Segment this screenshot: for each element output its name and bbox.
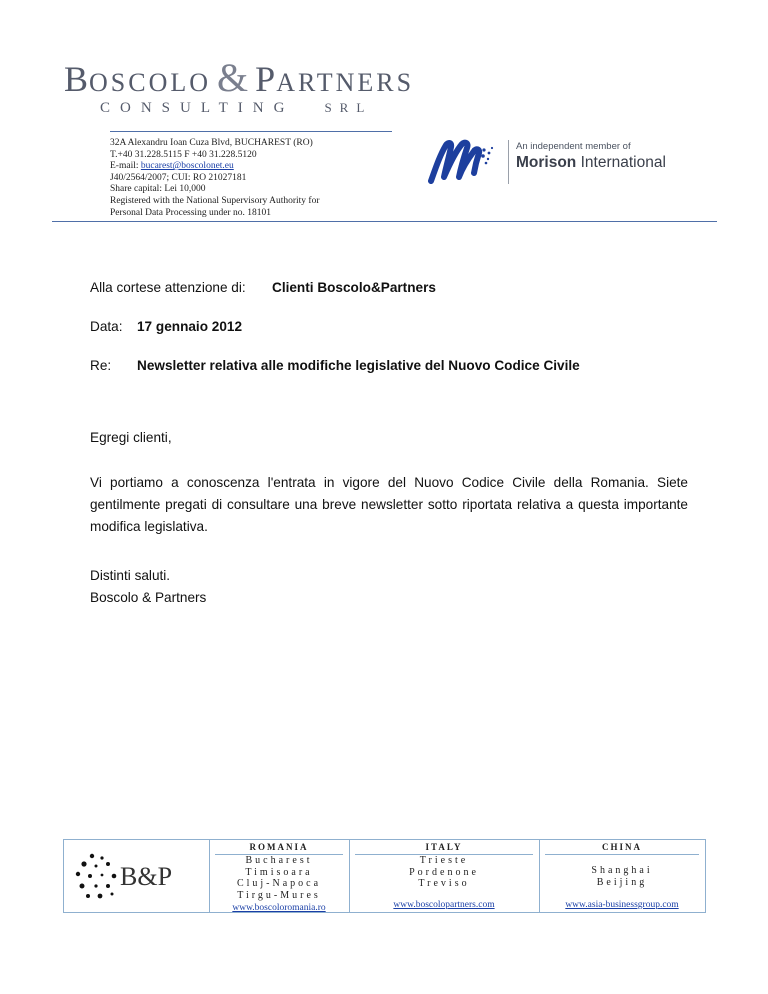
- closing: Distinti saluti.: [90, 568, 171, 583]
- company-srl-label: SRL: [324, 100, 373, 115]
- date-label: Data:: [90, 319, 123, 334]
- header-rule-long: [52, 221, 717, 222]
- footer-column-italy: [349, 840, 539, 912]
- footer-logo-text: B&P: [120, 862, 173, 891]
- footer-city: Pordenone: [409, 866, 479, 878]
- address-line-email: E-mail: bucarest@boscolonet.eu: [110, 161, 234, 172]
- footer-column-head: ITALY: [355, 840, 533, 855]
- company-address: [110, 138, 320, 219]
- footer-city: Cluj-Napoca: [236, 878, 322, 889]
- footer-city: Shanghai: [591, 865, 653, 876]
- footer-city: Tirgu-Mures: [237, 889, 321, 901]
- footer-column-head: CHINA: [545, 840, 699, 855]
- footer-column-head: ROMANIA: [215, 840, 343, 855]
- footer-city: Treviso: [418, 878, 470, 889]
- footer-city: Bucharest: [245, 855, 313, 866]
- company-logo-name: BOSCOLO & PARTNERS: [64, 55, 415, 100]
- attention-label: Alla cortese attenzione di:: [90, 280, 246, 295]
- company-sub-label: CONSULTING: [100, 100, 295, 116]
- address-line: T.+40 31.228.5115 F +40 31.228.5120: [110, 149, 257, 160]
- morison-divider: [508, 140, 509, 184]
- greeting: Egregi clienti,: [90, 430, 172, 445]
- footer-city: Timisoara: [245, 866, 313, 878]
- footer-city: Trieste: [419, 855, 469, 866]
- footer-offices: [63, 839, 706, 913]
- footer-url-link[interactable]: www.boscolopartners.com: [393, 900, 495, 910]
- footer-column-romania: [209, 840, 349, 912]
- address-line: Personal Data Processing under no. 18101: [110, 207, 271, 218]
- morison-logo: [428, 137, 688, 187]
- address-line: Registered with the National Supervisory Authority for: [110, 195, 320, 206]
- morison-member-text: An independent member of: [516, 141, 631, 152]
- address-line: Share capital: Lei 10,000: [110, 184, 206, 195]
- morison-m-icon: [428, 137, 496, 187]
- signature: Boscolo & Partners: [90, 590, 207, 605]
- footer-url-link[interactable]: www.boscoloromania.ro: [232, 903, 326, 913]
- header-rule-short: [110, 131, 392, 132]
- email-link[interactable]: bucarest@boscolonet.eu: [140, 161, 234, 172]
- attention-value: Clienti Boscolo&Partners: [272, 280, 436, 295]
- footer-logo: [64, 840, 209, 912]
- footer-url-link[interactable]: www.asia-businessgroup.com: [565, 900, 679, 910]
- address-line: J40/2564/2007; CUI: RO 21027181: [110, 172, 247, 183]
- footer-column-china: [539, 840, 705, 912]
- date-value: 17 gennaio 2012: [137, 319, 243, 334]
- re-value: Newsletter relativa alle modifiche legislative del Nuovo Codice Civile: [137, 358, 580, 373]
- re-label: Re:: [90, 358, 112, 373]
- body-paragraph: Vi portiamo a conoscenza l'entrata in vigore del Nuovo Codice Civile della Romania. Siete gentilmente pregati di consultare una breve newsletter sotto riportata relativa a questa importante modifica legislativa.: [90, 475, 688, 534]
- morison-brand-text: Morison International: [516, 154, 666, 171]
- company-logo-sub: [100, 100, 372, 117]
- footer-city: Beijing: [596, 876, 648, 888]
- address-line: 32A Alexandru Ioan Cuza Blvd, BUCHAREST (RO): [110, 138, 313, 148]
